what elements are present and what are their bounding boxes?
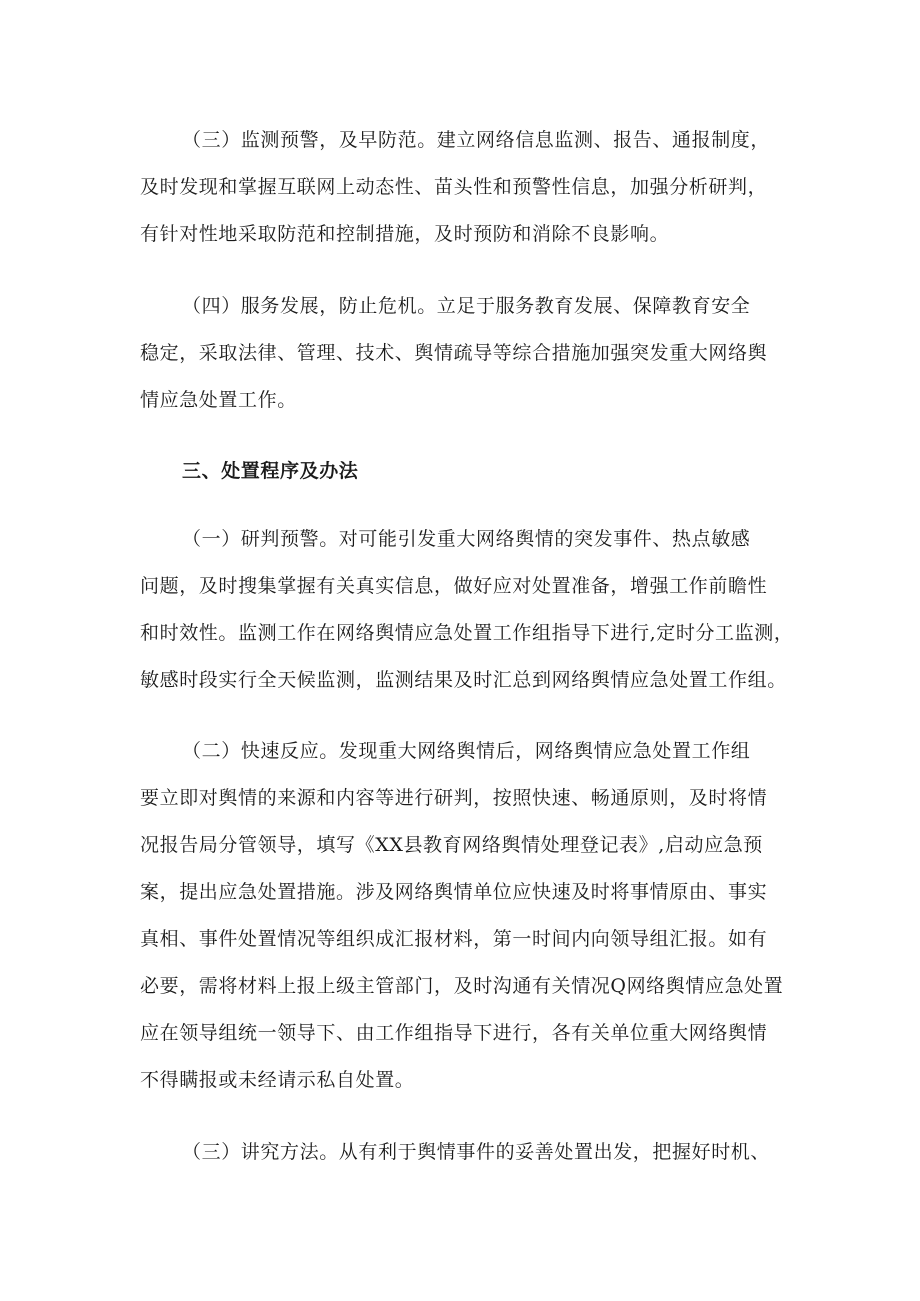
paragraph-3-line-1: （三）监测预警，及早防范。建立网络信息监测、报告、通报制度， xyxy=(182,129,771,151)
paragraph-5-line-3: 和时效性。监测工作在网络舆情应急处置工作组指导下进行,定时分工监测， xyxy=(140,622,794,644)
paragraph-4-line-3: 情应急处置工作。 xyxy=(140,389,297,411)
section-heading: 三、处置程序及办法 xyxy=(182,460,359,482)
paragraph-6-line-2: 要立即对舆情的来源和内容等进行研判，按照快速、畅通原则，及时将情 xyxy=(140,787,768,809)
paragraph-5-line-4: 敏感时段实行全天候监测，监测结果及时汇总到网络舆情应急处置工作组。 xyxy=(140,669,787,691)
paragraph-3-line-2: 及时发现和掌握互联网上动态性、苗头性和预警性信息，加强分析研判， xyxy=(140,176,768,198)
paragraph-4-line-2: 稳定，采取法律、管理、技术、舆情疏导等综合措施加强突发重大网络舆 xyxy=(140,342,768,364)
paragraph-7-line-1: （三）讲究方法。从有利于舆情事件的妥善处置出发，把握好时机、 xyxy=(182,1141,771,1163)
paragraph-6-line-7: 应在领导组统一领导下、由工作组指导下进行，各有关单位重大网络舆情 xyxy=(140,1022,768,1044)
paragraph-6-line-6: 必要，需将材料上报上级主管部门，及时沟通有关情况Q网络舆情应急处置 xyxy=(140,975,784,997)
paragraph-6-line-4: 案，提出应急处置措施。涉及网络舆情单位应快速及时将事情原由、事实 xyxy=(140,881,768,903)
paragraph-6-line-8: 不得瞒报或未经请示私自处置。 xyxy=(140,1069,415,1091)
paragraph-4-line-1: （四）服务发展，防止危机。立足于服务教育发展、保障教育安全 xyxy=(182,295,751,317)
paragraph-6-line-1: （二）快速反应。发现重大网络舆情后，网络舆情应急处置工作组 xyxy=(182,740,751,762)
paragraph-6-line-5: 真相、事件处置情况等组织成汇报材料，第一时间内向领导组汇报。如有 xyxy=(140,928,768,950)
paragraph-3-line-3: 有针对性地采取防范和控制措施，及时预防和消除不良影响。 xyxy=(140,223,670,245)
paragraph-6-line-3: 况报告局分管领导，填写《XX县教育网络舆情处理登记表》,启动应急预 xyxy=(140,834,763,856)
paragraph-5-line-2: 问题，及时搜集掌握有关真实信息，做好应对处置准备，增强工作前瞻性 xyxy=(140,575,768,597)
paragraph-5-line-1: （一）研判预警。对可能引发重大网络舆情的突发事件、热点敏感 xyxy=(182,528,751,550)
